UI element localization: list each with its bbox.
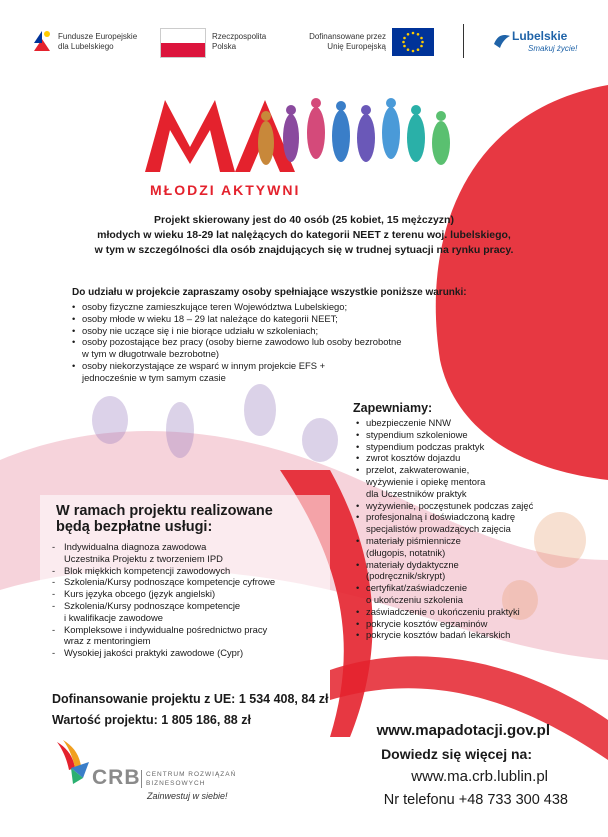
list-item-cont: specjalistów prowadzących zajęcia — [366, 523, 511, 535]
eu-text-line1: Dofinansowane przez — [309, 32, 386, 41]
red-band-shape — [330, 656, 608, 760]
list-item: • zaświadczenie o ukończeniu praktyki — [356, 606, 533, 618]
list-item: • stypendium szkoleniowe — [356, 429, 533, 441]
guarantees-list — [356, 417, 533, 641]
list-item-cont: i kwalifikacje zawodowe — [64, 611, 164, 623]
header-divider — [463, 24, 464, 58]
services-list — [52, 541, 275, 659]
athletes-illustration — [236, 88, 466, 193]
list-item-text: • materiały piśmiennicze — [366, 534, 461, 546]
services-title-line2: będą bezpłatne usługi: — [56, 519, 213, 535]
list-item — [356, 511, 533, 535]
website-mapadotacji[interactable]: www.mapadotacji.gov.pl — [376, 722, 550, 739]
list-item-cont: jednocześnie w tym samym czasie — [82, 371, 226, 383]
list-item: - Kurs języka obcego (język angielski) — [52, 588, 275, 600]
list-item: - Szkolenia/Kursy podnoszące kompetencje cyfrowe — [52, 576, 275, 588]
list-item — [52, 600, 275, 624]
logo-subtitle: MŁODZI AKTYWNI — [150, 182, 301, 198]
crb-full-line1: CENTRUM ROZWIĄZAŃ — [146, 771, 237, 778]
lubelskie-icon — [492, 30, 512, 50]
crb-slogan: Zainwestuj w siebie! — [147, 791, 228, 801]
crb-name: CRB — [92, 766, 141, 789]
eu-text-line2: Unię Europejską — [327, 42, 386, 51]
conditions-title: Do udziału w projekcie zapraszamy osoby spełniające wszystkie poniższe warunki: — [72, 287, 467, 298]
project-value: Wartość projektu: 1 805 186, 88 zł — [52, 713, 251, 727]
list-item: • osoby młode w wieku 18 – 29 lat należące do kategorii NEET; — [72, 313, 401, 325]
intro-line3: w tym w szczególności dla osób znajdujących się w trudnej sytuacji na rynku pracy. — [94, 244, 514, 256]
fe-flag-icon — [30, 25, 55, 57]
list-item-cont: (długopis, notatnik) — [366, 546, 446, 558]
list-item — [356, 559, 533, 583]
services-title — [56, 503, 273, 535]
crb-bird-icon — [53, 738, 93, 786]
list-item — [52, 624, 275, 648]
athlete-figures — [258, 98, 450, 165]
rp-name-line2: Polska — [212, 42, 237, 51]
list-item: • stypendium podczas praktyk — [356, 441, 533, 453]
intro-line1: Projekt skierowany jest do 40 osób (25 kobiet, 15 mężczyzn) — [154, 214, 454, 226]
rp-name — [212, 32, 266, 52]
lubelskie-name: Lubelskie — [512, 29, 568, 43]
guarantees-title: Zapewniamy: — [353, 401, 433, 415]
list-item: • wyżywienie, poczęstunek podczas zajęć — [356, 500, 533, 512]
list-item-cont: (podręcznik/skrypt) — [366, 570, 446, 582]
list-item-text: - Kompleksowe i indywidualne pośrednictwo pracy — [64, 623, 268, 635]
list-item: • ubezpieczenie NNW — [356, 417, 533, 429]
list-item-text: • materiały dydaktyczne — [366, 558, 459, 570]
intro-text — [30, 213, 578, 258]
eu-text — [290, 32, 386, 52]
list-item-text: • profesjonalną i doświadczoną kadrę — [366, 511, 516, 523]
lubelskie-tagline: Smakuj życie! — [528, 44, 578, 53]
list-item: • osoby fizyczne zamieszkujące teren Województwa Lubelskiego; — [72, 301, 401, 313]
list-item-text: • certyfikat/zaświadczenie — [366, 582, 468, 594]
list-item-cont: wraz z mentoringiem — [64, 635, 151, 647]
eu-flag-icon — [392, 28, 434, 56]
learn-more-label: Dowiedz się więcej na: — [381, 746, 532, 762]
list-item-text: - Indywidualna diagnoza zawodowa — [64, 541, 207, 552]
list-item-cont: w tym w długotrwale bezrobotne) — [82, 348, 220, 360]
list-item-cont: dla Uczestników praktyk — [366, 487, 467, 499]
crb-full-name — [146, 770, 236, 788]
list-item-text: • osoby pozostające bez pracy (osoby bierne zawodowo lub osoby bezrobotne — [82, 336, 402, 348]
list-item: • pokrycie kosztów badań lekarskich — [356, 629, 533, 641]
list-item-text: • osoby niekorzystające ze wsparć w innym projekcie EFS + — [82, 359, 326, 371]
website-project[interactable]: www.ma.crb.lublin.pl — [411, 768, 548, 785]
fe-name — [58, 32, 137, 52]
list-item-cont: wyżywienie i opiekę mentora — [366, 475, 486, 487]
eu-funding-amount: Dofinansowanie projektu z UE: 1 534 408, 84 zł — [52, 692, 329, 706]
list-item — [356, 535, 533, 559]
list-item: - Blok miękkich kompetencji zawodowych — [52, 565, 275, 577]
list-item-text: - Szkolenia/Kursy podnoszące kompetencje — [64, 599, 241, 611]
list-item: - Wysokiej jakości praktyki zawodowe (Cypr) — [52, 647, 275, 659]
crb-divider — [141, 770, 142, 788]
list-item — [356, 464, 533, 499]
list-item-text: • przelot, zakwaterowanie, — [366, 464, 470, 476]
phone-number[interactable]: Nr telefonu +48 733 300 438 — [383, 792, 568, 808]
rp-name-line1: Rzeczpospolita — [212, 32, 267, 41]
poland-flag-icon — [160, 28, 206, 58]
list-item — [72, 360, 401, 384]
crb-full-line2: BIZNESOWYCH — [146, 780, 206, 787]
services-title-line1: W ramach projektu realizowane — [56, 503, 273, 519]
list-item: • osoby nie uczące się i nie biorące udziału w szkoleniach; — [72, 325, 401, 337]
fe-name-line1: Fundusze Europejskie — [58, 32, 138, 41]
conditions-list — [72, 301, 401, 384]
list-item — [356, 582, 533, 606]
intro-line2: młodych w wieku 18-29 lat nalężących do kategorii NEET z terenu woj. lubelskiego, — [97, 229, 511, 241]
list-item-cont: Uczestnika Projektu z tworzeniem IPD — [64, 552, 223, 564]
list-item — [52, 541, 275, 565]
fe-name-line2: dla Lubelskiego — [58, 42, 114, 51]
list-item: • pokrycie kosztów egzaminów — [356, 618, 533, 630]
list-item — [72, 336, 401, 360]
list-item-cont: o ukończeniu szkolenia — [366, 593, 463, 605]
list-item: • zwrot kosztów dojazdu — [356, 452, 533, 464]
